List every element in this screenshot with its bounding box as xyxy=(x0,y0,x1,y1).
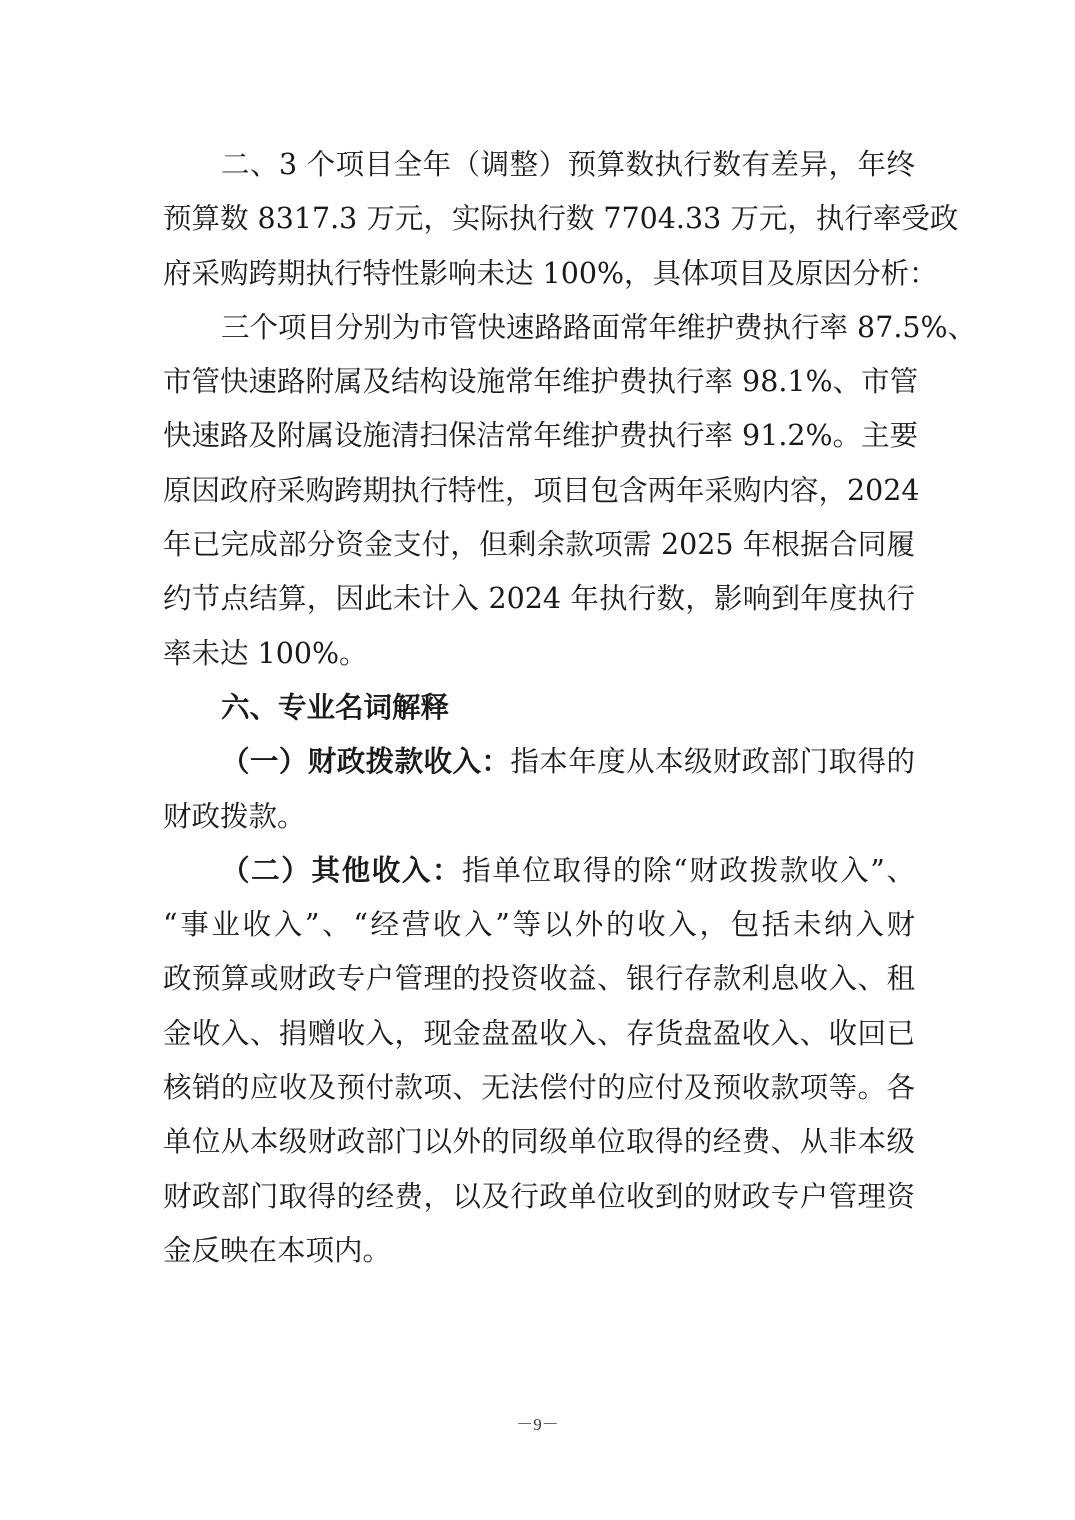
paragraph-line: 财政部门取得的经费，以及行政单位收到的财政专户管理资 xyxy=(163,1179,915,1213)
term-first-line xyxy=(163,735,915,789)
paragraph-line: 财政拨款。 xyxy=(163,799,306,833)
section-heading: 六、专业名词解释 xyxy=(221,690,450,724)
paragraph-line: 约节点结算，因此未计入 2024 年执行数，影响到年度执行 xyxy=(163,582,915,616)
document-body xyxy=(163,138,977,1278)
paragraph-line: 单位从本级财政部门以外的同级单位取得的经费、从非本级 xyxy=(163,1125,915,1159)
paragraph-line: 预算数 8317.3 万元，实际执行数 7704.33 万元，执行率受政 xyxy=(163,202,959,236)
term-label: （一）财政拨款收入： xyxy=(221,745,511,779)
term-first-line xyxy=(163,844,915,898)
paragraph-line: 府采购跨期执行特性影响未达 100%，具体项目及原因分析： xyxy=(163,256,938,290)
term-label: （二）其他收入： xyxy=(221,853,463,887)
paragraph-line: 年已完成部分资金支付，但剩余款项需 2025 年根据合同履 xyxy=(163,528,915,562)
paragraph-line: 金反映在本项内。 xyxy=(163,1233,392,1267)
term-definition: 指本年度从本级财政部门取得的 xyxy=(510,745,915,779)
term-definition: 指单位取得的除“财政拨款收入”、 xyxy=(462,853,915,887)
paragraph-line: 二、3 个项目全年（调整）预算数执行数有差异，年终 xyxy=(221,148,915,181)
paragraph-line: 率未达 100%。 xyxy=(163,636,368,670)
paragraph-line: 政预算或财政专户管理的投资收益、银行存款利息收入、租 xyxy=(163,962,915,996)
page-number: －9－ xyxy=(516,1415,559,1434)
paragraph-line: 市管快速路附属及结构设施常年维护费执行率 98.1%、市管 xyxy=(163,365,919,399)
paragraph-line: 原因政府采购跨期执行特性，项目包含两年采购内容，2024 xyxy=(163,473,920,507)
paragraph-line: 三个项目分别为市管快速路路面常年维护费执行率 87.5%、 xyxy=(221,310,977,344)
paragraph-line: 核销的应收及预付款项、无法偿付的应付及预收款项等。各 xyxy=(163,1071,915,1105)
paragraph-line: 快速路及附属设施清扫保洁常年维护费执行率 91.2%。主要 xyxy=(163,419,919,453)
paragraph-line: “事业收入”、“经营收入”等以外的收入，包括未纳入财 xyxy=(163,908,915,942)
paragraph-line: 金收入、捐赠收入，现金盘盈收入、存货盘盈收入、收回已 xyxy=(163,1016,915,1050)
